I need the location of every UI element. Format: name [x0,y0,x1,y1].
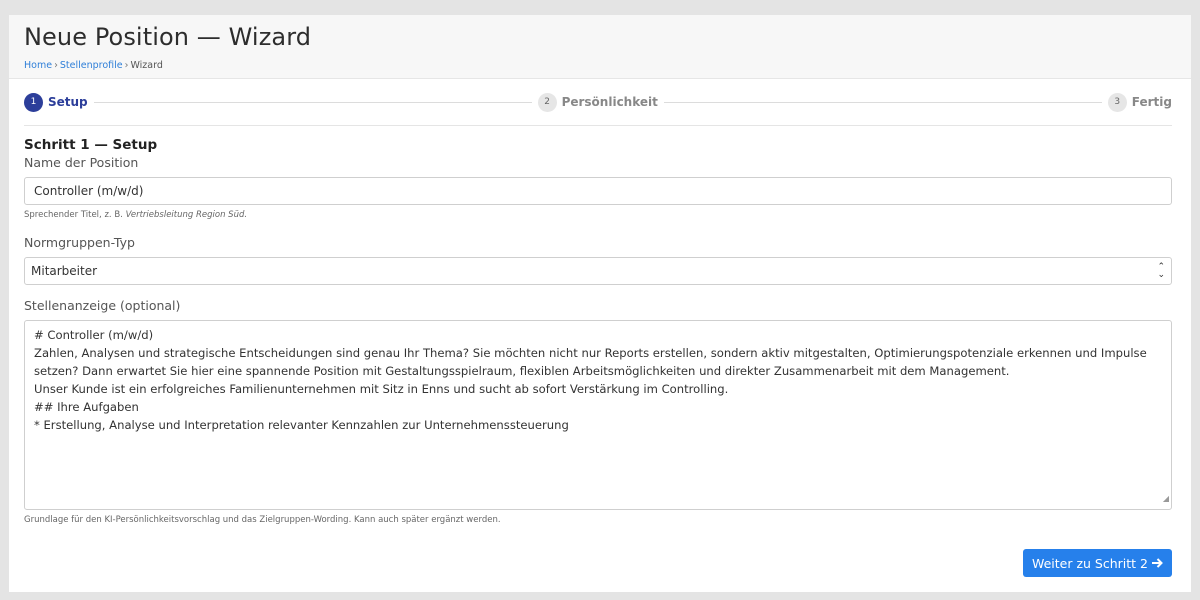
breadcrumb-separator: › [54,60,58,71]
position-name-label: Name der Position [24,155,139,170]
breadcrumb-current: Wizard [130,60,163,71]
position-name-input[interactable] [24,177,1172,205]
normgroup-label: Normgruppen-Typ [24,235,135,250]
ad-help: Grundlage für den KI-Persönlichkeitsvorschlag und das Zielgruppen-Wording. Kann auch später ergänzt werden. [24,515,501,525]
step-number: 1 [24,93,43,112]
ad-line: * Erstellung, Analyse und Interpretation relevanter Kennzahlen zur Unternehmenssteuerung [34,418,569,432]
ad-line: ## Ihre Aufgaben [34,400,139,414]
breadcrumb-home[interactable]: Home [24,60,53,71]
page-title: Neue Position — Wizard [24,23,312,51]
job-ad-textarea[interactable] [24,320,1172,510]
ad-line: Zahlen, Analysen und strategische Entscheidungen sind genau Ihr Thema? Sie möchten nicht nur Reports erstellen, sondern aktiv mitgestalten, Optimierungspotenziale erkennen und Impulse setzen? Dann erwartet Sie hier eine spannende Position mit Gestaltungsspielraum, flexiblen Arbeitsmöglichkeiten und direkter Zusammenarbeit mit dem Management. [34,346,1151,378]
position-name-help [24,210,1172,220]
next-step-label: Weiter zu Schritt 2 [1031,555,1148,571]
step-label: Persönlichkeit [561,95,658,109]
step-persoenlichkeit [538,93,658,112]
step-label: Fertig [1131,95,1172,109]
breadcrumb-stellenprofile[interactable]: Stellenprofile [59,60,123,71]
step-connector [664,102,1102,103]
help-example: Vertriebsleitung Region Süd. [125,210,248,220]
breadcrumb-separator: › [124,60,129,71]
step-fertig [1108,93,1172,112]
next-step-button[interactable] [1023,549,1172,577]
normgroup-value: Mitarbeiter [31,264,98,278]
step-number: 2 [538,93,557,112]
card-header [9,15,1191,79]
section-title: Schritt 1 — Setup [24,137,158,153]
position-name-value: Controller (m/w/d) [34,184,144,198]
breadcrumb [24,60,1176,71]
resize-handle-icon[interactable]: ◢ [1162,494,1169,503]
normgroup-select[interactable] [24,257,1172,285]
arrow-right-icon [1152,558,1163,568]
step-setup [24,93,88,112]
card-body [9,79,1191,525]
ad-label: Stellenanzeige (optional) [24,298,181,313]
select-chevron-icon: ⌃ ⌄ [1157,262,1165,280]
ad-line: Unser Kunde ist ein erfolgreiches Familienunternehmen mit Sitz in Enns und sucht ab sofort Verstärkung im Controlling. [34,382,729,396]
step-connector [94,102,532,103]
help-prefix: Sprechender Titel, z. B. [24,210,126,220]
wizard-card [9,15,1191,592]
wizard-stepper [24,79,1172,126]
step-label: Setup [48,95,88,109]
ad-line: # Controller (m/w/d) [34,328,154,342]
step-number: 3 [1108,93,1127,112]
